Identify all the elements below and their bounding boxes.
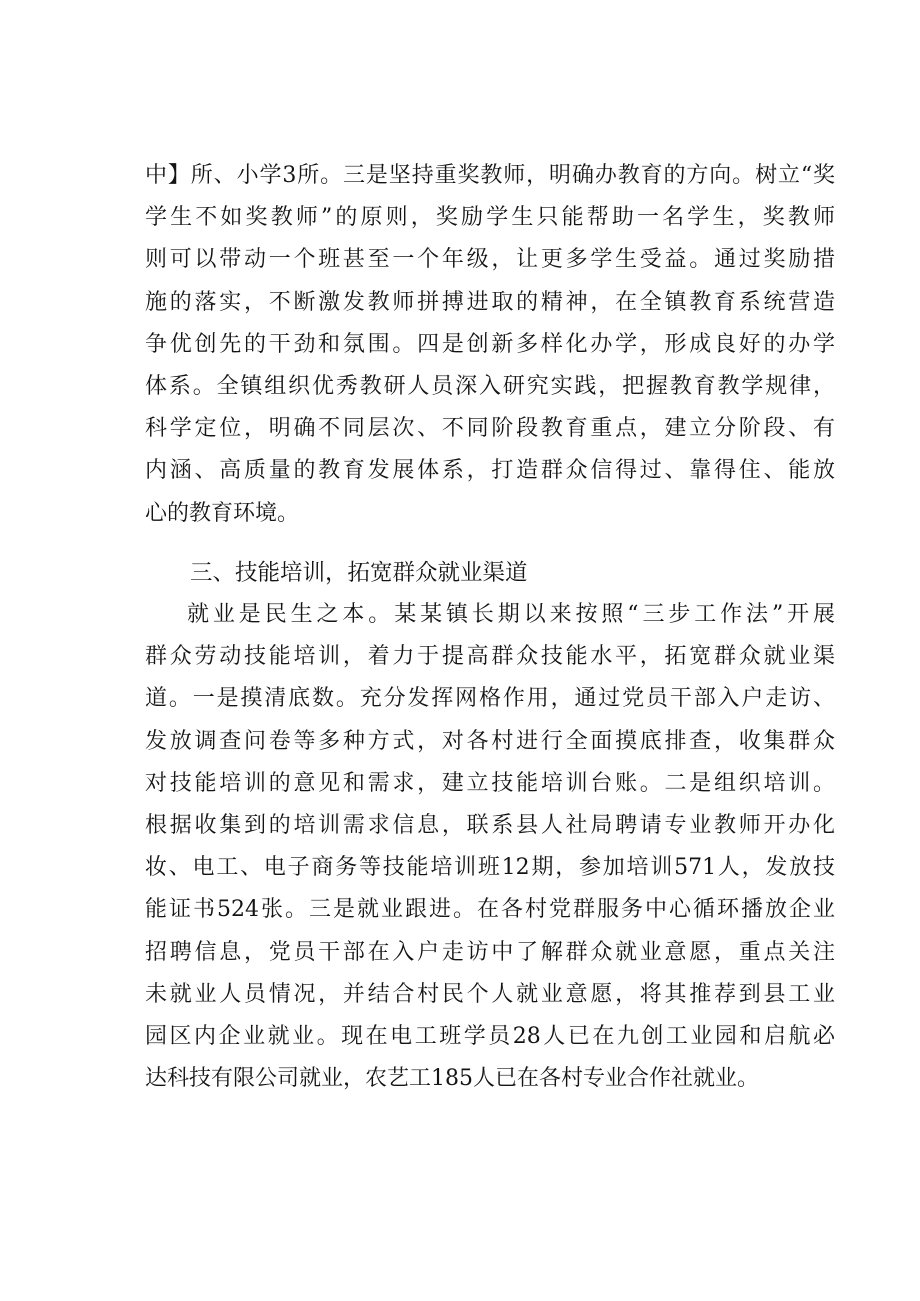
text-line: 争优创先的干劲和氛围。四是创新多样化办学，形成良好的办学: [145, 331, 835, 357]
text-line: 道。一是摸清底数。充分发挥网格作用，通过党员干部入户走访、: [145, 686, 835, 712]
text-line: 招聘信息，党员干部在入户走访中了解群众就业意愿，重点关注: [145, 939, 835, 965]
text-line: 对技能培训的意见和需求，建立技能培训台账。二是组织培训。: [145, 770, 835, 796]
text-line: 则可以带动一个班甚至一个年级，让更多学生受益。通过奖励措: [145, 247, 835, 273]
text-line: 学生不如奖教师”的原则，奖励学生只能帮助一名学生，奖教师: [145, 205, 835, 231]
text-line: 妆、电工、电子商务等技能培训班12期，参加培训571人，发放技: [145, 855, 835, 881]
text-line: 就业是民生之本。某某镇长期以来按照“三步工作法”开展: [187, 602, 835, 627]
section-heading: 三、技能培训，拓宽群众就业渠道: [190, 560, 528, 586]
text-line: 园区内企业就业。现在电工班学员28人已在九创工业园和启航必: [145, 1023, 835, 1049]
paragraph-employment: [145, 594, 835, 1100]
text-line: 心的教育环境。: [145, 500, 300, 526]
text-line: 群众劳动技能培训，着力于提高群众技能水平，拓宽群众就业渠: [145, 644, 835, 670]
text-line: 达科技有限公司就业，农艺工185人已在各村专业合作社就业。: [145, 1066, 759, 1092]
text-line: 能证书524张。三是就业跟进。在各村党群服务中心循环播放企业: [145, 897, 835, 923]
text-line: 内涵、高质量的教育发展体系，打造群众信得过、靠得住、能放: [145, 458, 835, 484]
text-line: 体系。全镇组织优秀教研人员深入研究实践，把握教育教学规律，: [145, 373, 835, 399]
text-line: 科学定位，明确不同层次、不同阶段教育重点，建立分阶段、有: [145, 416, 835, 442]
text-line: 中】所、小学3所。三是坚持重奖教师，明确办教育的方向。树立“奖: [145, 163, 835, 188]
text-line: 施的落实，不断激发教师拼搏进取的精神，在全镇教育系统营造: [145, 289, 835, 315]
text-line: 根据收集到的培训需求信息，联系县人社局聘请专业教师开办化: [145, 812, 835, 838]
text-line: 未就业人员情况，并结合村民个人就业意愿，将其推荐到县工业: [145, 981, 835, 1007]
text-line: 发放调查问卷等多种方式，对各村进行全面摸底排查，收集群众: [145, 728, 835, 754]
paragraph-education: [145, 155, 835, 535]
